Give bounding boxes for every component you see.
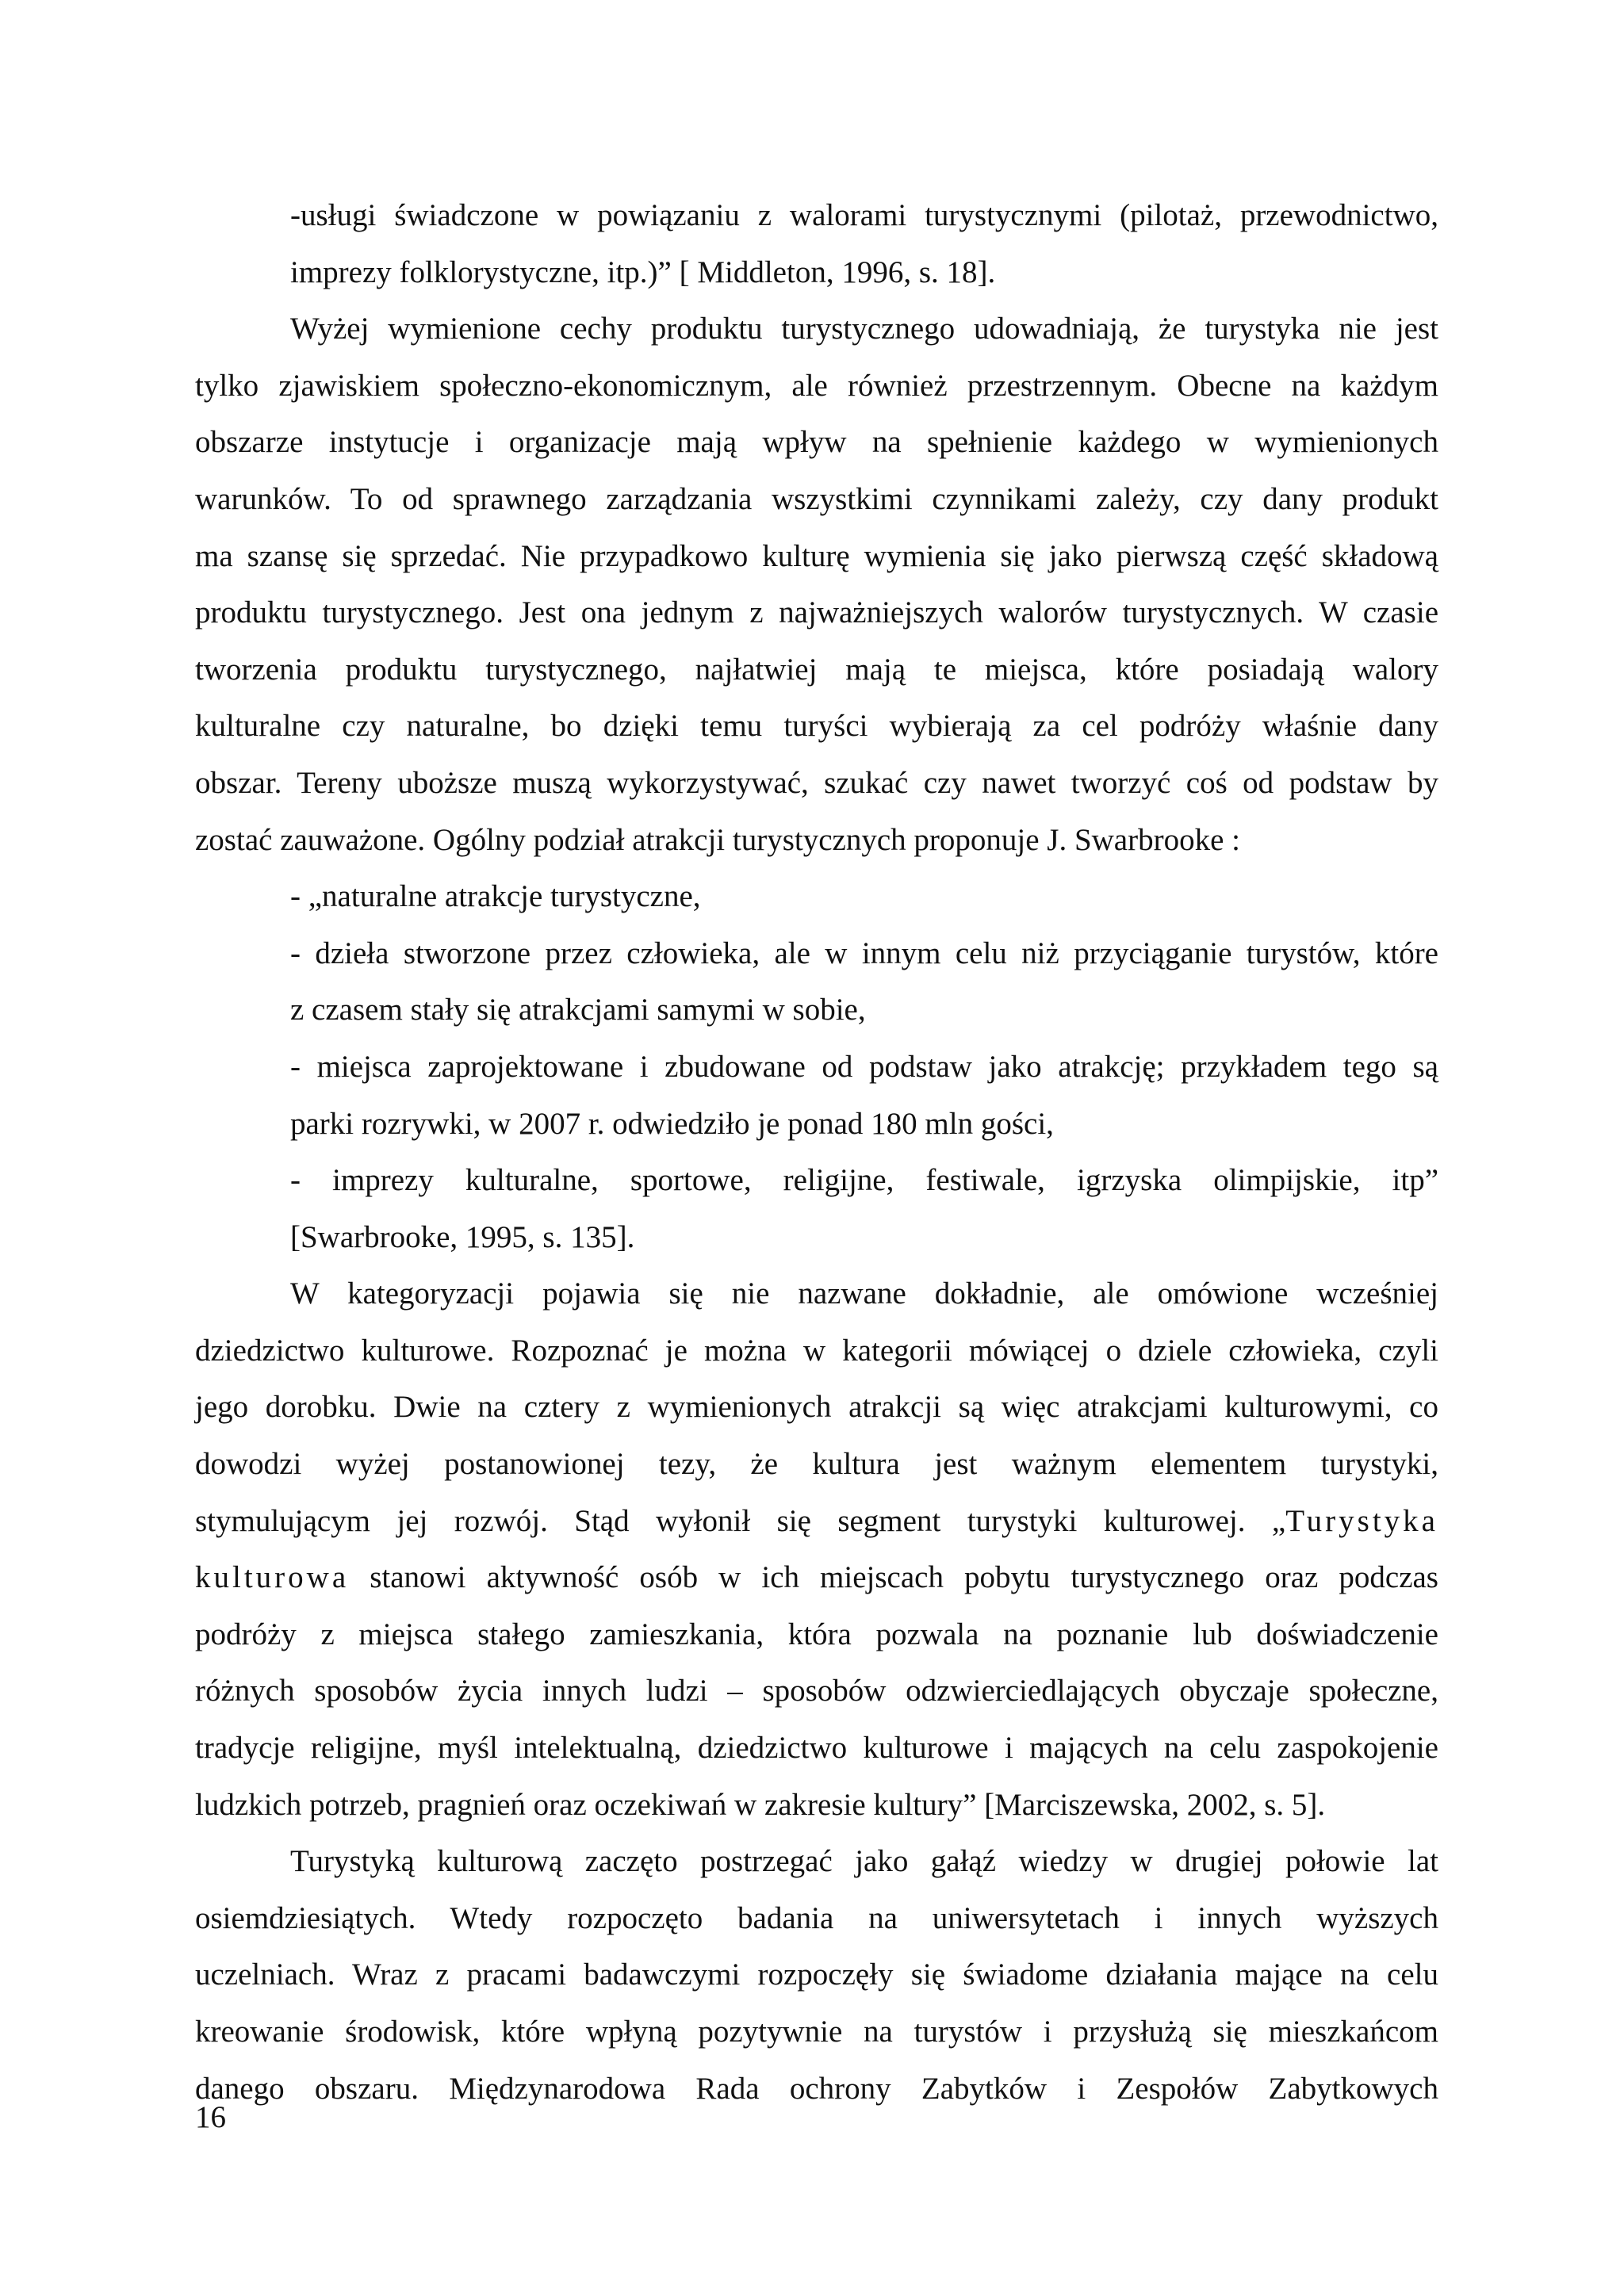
text-line: obszarze instytucje i organizacje mają wpływ na spełnienie każdego w wymienionych — [195, 425, 1438, 460]
text-line: ma szansę się sprzedać. Nie przypadkowo kulturę wymienia się jako pierwszą część składową — [195, 538, 1438, 573]
text-line: stymulującym jej rozwój. Stąd wyłonił się segment turystyki kulturowej. „Turystyka — [195, 1503, 1438, 1538]
spaced-term: Turystyka — [1285, 1503, 1438, 1538]
list-item-continuation: [Swarbrooke, 1995, s. 135]. — [290, 1219, 635, 1254]
text-line: obszar. Tereny uboższe muszą wykorzystywać, szukać czy nawet tworzyć coś od podstaw by — [195, 765, 1438, 800]
text-line: -usługi świadczone w powiązaniu z walorami turystycznymi (pilotaż, przewodnictwo, — [290, 198, 1438, 232]
text-line: produktu turystycznego. Jest ona jednym z najważniejszych walorów turystycznych. W czasie — [195, 595, 1438, 630]
page-number: 16 — [195, 2100, 226, 2134]
text-line: kreowanie środowisk, które wpłyną pozytywnie na turystów i przysłużą się mieszkańcom — [195, 2015, 1438, 2049]
list-item-continuation: parki rozrywki, w 2007 r. odwiedziło je ponad 180 mln gości, — [290, 1106, 1054, 1141]
spaced-term: kulturowa — [195, 1560, 350, 1595]
text-line: W kategoryzacji pojawia się nie nazwane dokładnie, ale omówione wcześniej — [290, 1276, 1438, 1311]
text-line: ludzkich potrzeb, pragnień oraz oczekiwań w zakresie kultury” [Marciszewska, 2002, s. 5]. — [195, 1787, 1326, 1822]
list-item: - dzieła stworzone przez człowieka, ale w innym celu niż przyciąganie turystów, które — [290, 936, 1438, 970]
text-line: warunków. To od sprawnego zarządzania wszystkimi czynnikami zależy, czy dany produkt — [195, 481, 1438, 516]
text-line: dziedzictwo kulturowe. Rozpoznać je można w kategorii mówiącej o dziele człowieka, czyli — [195, 1333, 1438, 1368]
text-line: tradycje religijne, myśl intelektualną, dziedzictwo kulturowe i mających na celu zaspokojenie — [195, 1731, 1438, 1766]
list-item: - miejsca zaprojektowane i zbudowane od podstaw jako atrakcję; przykładem tego są — [290, 1049, 1438, 1084]
text-line: imprezy folklorystyczne, itp.)” [ Middleton, 1996, s. 18]. — [290, 254, 996, 289]
text-line: danego obszaru. Międzynarodowa Rada ochrony Zabytków i Zespołów Zabytkowych — [195, 2071, 1438, 2106]
text-line: jego dorobku. Dwie na cztery z wymienionych atrakcji są więc atrakcjami kulturowymi, co — [195, 1390, 1438, 1425]
text-line: kulturowa stanowi aktywność osób w ich miejscach pobytu turystycznego oraz podczas — [195, 1560, 1438, 1595]
text-line: tylko zjawiskiem społeczno-ekonomicznym, ale również przestrzennym. Obecne na każdym — [195, 368, 1438, 403]
text-line: Turystyką kulturową zaczęto postrzegać jako gałąź wiedzy w drugiej połowie lat — [290, 1844, 1438, 1879]
text-line: kulturalne czy naturalne, bo dzięki temu turyści wybierają za cel podróży właśnie dany — [195, 709, 1438, 744]
text-line: różnych sposobów życia innych ludzi – sposobów odzwierciedlających obyczaje społeczne, — [195, 1674, 1438, 1709]
text-line: tworzenia produktu turystycznego, najłatwiej mają te miejsca, które posiadają walory — [195, 652, 1438, 687]
text-line: zostać zauważone. Ogólny podział atrakcji turystycznych proponuje J. Swarbrooke : — [195, 822, 1240, 857]
text-line: podróży z miejsca stałego zamieszkania, która pozwala na poznanie lub doświadczenie — [195, 1617, 1438, 1651]
text-line: osiemdziesiątych. Wtedy rozpoczęto badania na uniwersytetach i innych wyższych — [195, 1900, 1438, 1935]
text-line: Wyżej wymienione cechy produktu turystycznego udowadniają, że turystyka nie jest — [290, 312, 1438, 346]
list-item-continuation: z czasem stały się atrakcjami samymi w sobie, — [290, 993, 866, 1027]
list-item: - imprezy kulturalne, sportowe, religijne, festiwale, igrzyska olimpijskie, itp” — [290, 1163, 1438, 1198]
text-line: dowodzi wyżej postanowionej tezy, że kultura jest ważnym elementem turystyki, — [195, 1447, 1438, 1482]
list-item: - „naturalne atrakcje turystyczne, — [290, 879, 701, 914]
document-body — [195, 187, 1438, 2117]
text-line: uczelniach. Wraz z pracami badawczymi rozpoczęły się świadome działania mające na celu — [195, 1957, 1438, 1992]
